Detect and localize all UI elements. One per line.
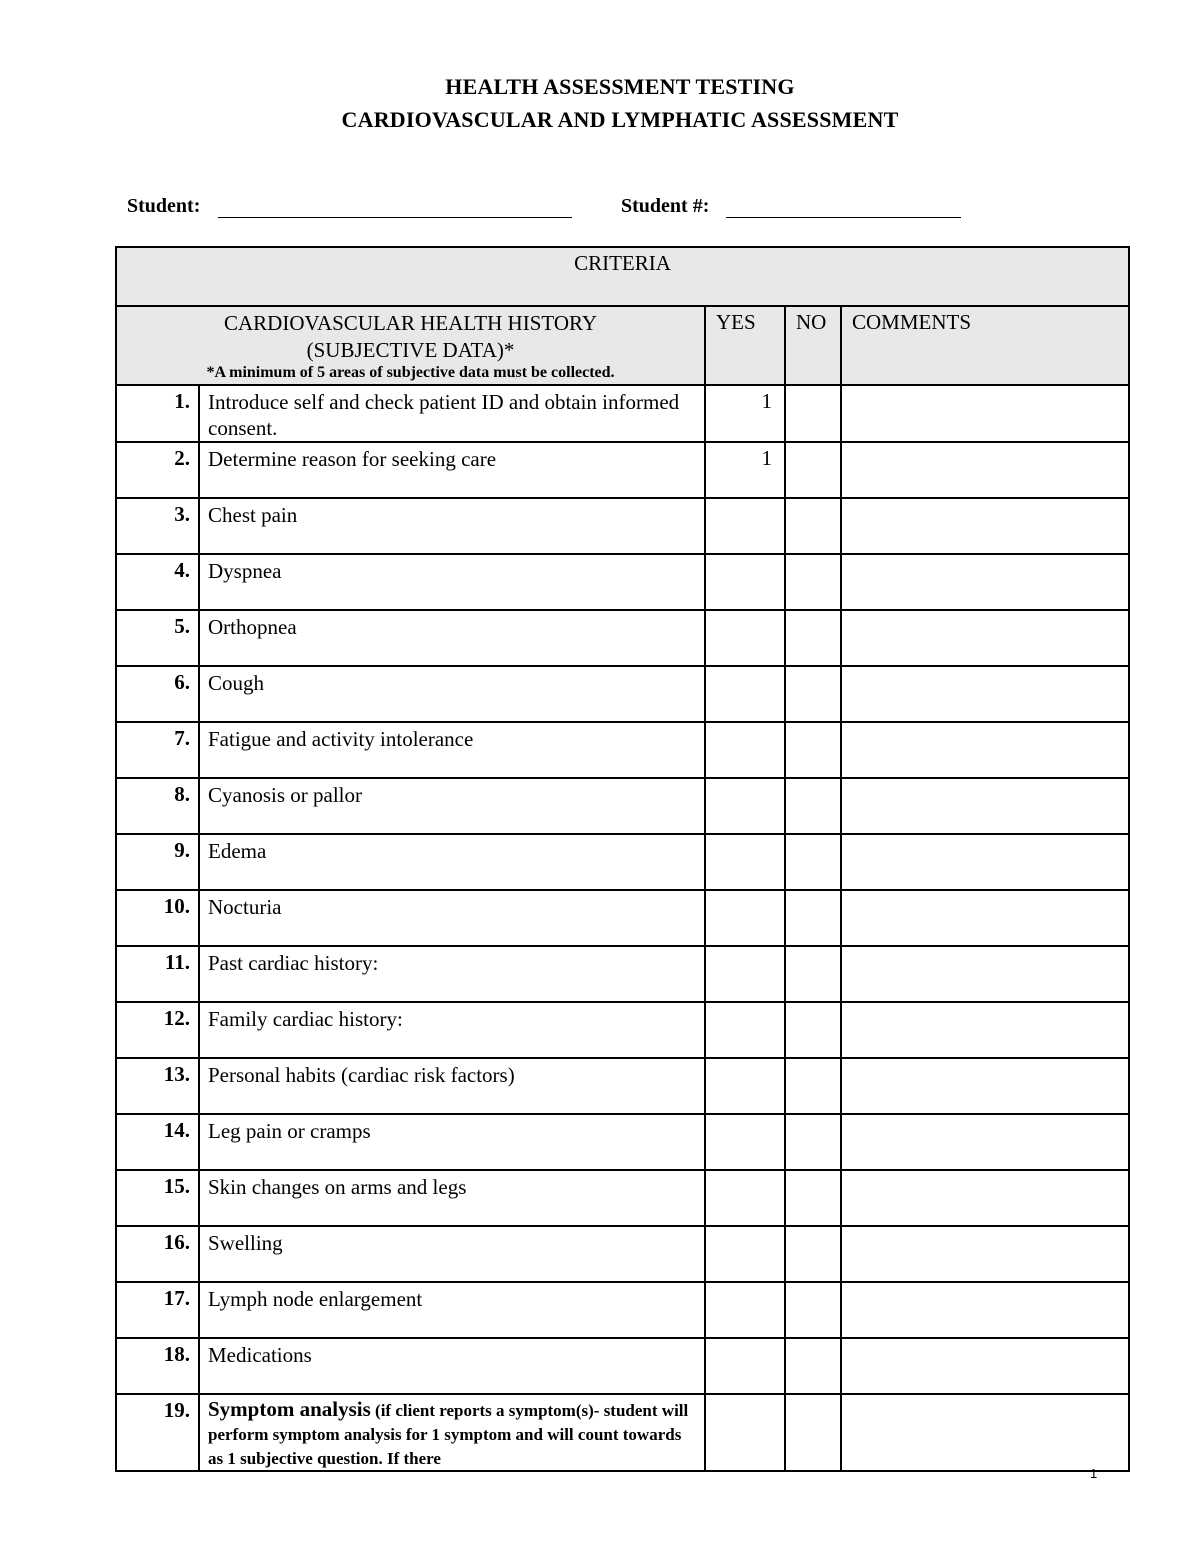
row-criterion: Fatigue and activity intolerance: [199, 722, 705, 778]
row-criterion: Cyanosis or pallor: [199, 778, 705, 834]
student-number-field[interactable]: [726, 217, 961, 218]
row-number: 19.: [116, 1394, 199, 1471]
comments-header: COMMENTS: [841, 306, 1129, 385]
row-criterion: Family cardiac history:: [199, 1002, 705, 1058]
row-yes-cell[interactable]: [705, 1002, 785, 1058]
table-row: [116, 778, 1129, 834]
row-criterion: Chest pain: [199, 498, 705, 554]
row-number: 11.: [116, 946, 199, 1002]
row-number: 4.: [116, 554, 199, 610]
history-header-line2: (SUBJECTIVE DATA)*: [306, 338, 515, 362]
row-criterion: Lymph node enlargement: [199, 1282, 705, 1338]
symptom-analysis-label: Symptom analysis: [208, 1397, 371, 1421]
row-yes-cell[interactable]: [705, 1114, 785, 1170]
table-row: [116, 385, 1129, 442]
row-number: 1.: [116, 385, 199, 442]
row-yes-cell[interactable]: [705, 834, 785, 890]
row-number: 10.: [116, 890, 199, 946]
row-number: 12.: [116, 1002, 199, 1058]
table-row: [116, 442, 1129, 498]
row-no-cell[interactable]: [785, 1226, 841, 1282]
row-yes-cell[interactable]: [705, 890, 785, 946]
row-number: 13.: [116, 1058, 199, 1114]
table-row: [116, 1170, 1129, 1226]
table-row: [116, 498, 1129, 554]
row-comments-cell[interactable]: [841, 1226, 1129, 1282]
table-row: [116, 554, 1129, 610]
row-yes-cell[interactable]: [705, 1058, 785, 1114]
row-no-cell[interactable]: [785, 1282, 841, 1338]
row-number: 6.: [116, 666, 199, 722]
row-number: 3.: [116, 498, 199, 554]
history-header: [116, 306, 705, 385]
row-number: 17.: [116, 1282, 199, 1338]
row-comments-cell[interactable]: [841, 385, 1129, 442]
row-no-cell[interactable]: [785, 1394, 841, 1471]
row-no-cell[interactable]: [785, 890, 841, 946]
row-criterion: Determine reason for seeking care: [199, 442, 705, 498]
table-row: [116, 1338, 1129, 1394]
row-yes-cell[interactable]: 1: [705, 442, 785, 498]
row-comments-cell[interactable]: [841, 1170, 1129, 1226]
row-yes-cell[interactable]: [705, 1394, 785, 1471]
document-title: HEALTH ASSESSMENT TESTING: [445, 74, 795, 99]
row-yes-cell[interactable]: [705, 1170, 785, 1226]
row-comments-cell[interactable]: [841, 554, 1129, 610]
history-note: *A minimum of 5 areas of subjective data must be collected.: [206, 364, 615, 381]
yes-header: YES: [705, 306, 785, 385]
row-yes-cell[interactable]: [705, 554, 785, 610]
row-yes-cell[interactable]: [705, 1282, 785, 1338]
row-criterion: Leg pain or cramps: [199, 1114, 705, 1170]
row-yes-cell[interactable]: [705, 946, 785, 1002]
student-name-field[interactable]: [218, 217, 572, 218]
row-number: 15.: [116, 1170, 199, 1226]
row-comments-cell[interactable]: [841, 1058, 1129, 1114]
row-criterion: Past cardiac history:: [199, 946, 705, 1002]
table-row: [116, 1058, 1129, 1114]
row-no-cell[interactable]: [785, 1170, 841, 1226]
table-row: [116, 722, 1129, 778]
row-no-cell[interactable]: [785, 385, 841, 442]
row-no-cell[interactable]: [785, 666, 841, 722]
document-subtitle: CARDIOVASCULAR AND LYMPHATIC ASSESSMENT: [341, 107, 899, 132]
row-yes-cell[interactable]: [705, 1226, 785, 1282]
row-no-cell[interactable]: [785, 1002, 841, 1058]
row-number: 9.: [116, 834, 199, 890]
row-no-cell[interactable]: [785, 834, 841, 890]
row-comments-cell[interactable]: [841, 666, 1129, 722]
row-criterion: Cough: [199, 666, 705, 722]
table-row: [116, 1282, 1129, 1338]
table-row: [116, 666, 1129, 722]
row-number: 16.: [116, 1226, 199, 1282]
row-yes-cell[interactable]: [705, 610, 785, 666]
row-number: 5.: [116, 610, 199, 666]
row-no-cell[interactable]: [785, 1338, 841, 1394]
row-yes-cell[interactable]: 1: [705, 385, 785, 442]
row-criterion: Dyspnea: [199, 554, 705, 610]
table-row: [116, 610, 1129, 666]
row-comments-cell[interactable]: [841, 610, 1129, 666]
row-comments-cell[interactable]: [841, 498, 1129, 554]
row-criterion: Medications: [199, 1338, 705, 1394]
row-comments-cell[interactable]: [841, 442, 1129, 498]
table-row: [116, 1394, 1129, 1471]
row-comments-cell[interactable]: [841, 722, 1129, 778]
row-yes-cell[interactable]: [705, 778, 785, 834]
row-number: 7.: [116, 722, 199, 778]
row-criterion: [199, 1394, 705, 1471]
student-number-label: Student #:: [621, 195, 710, 217]
row-criterion: Introduce self and check patient ID and obtain informed consent.: [199, 385, 705, 442]
row-criterion: Swelling: [199, 1226, 705, 1282]
table-row: [116, 946, 1129, 1002]
student-label: Student:: [127, 195, 201, 217]
row-comments-cell[interactable]: [841, 1338, 1129, 1394]
row-criterion: Personal habits (cardiac risk factors): [199, 1058, 705, 1114]
row-yes-cell[interactable]: [705, 666, 785, 722]
row-no-cell[interactable]: [785, 610, 841, 666]
page-number: 1: [1090, 1466, 1098, 1481]
table-row: [116, 1226, 1129, 1282]
row-criterion: Edema: [199, 834, 705, 890]
criteria-header: CRITERIA: [116, 247, 1129, 306]
row-number: 8.: [116, 778, 199, 834]
row-comments-cell[interactable]: [841, 890, 1129, 946]
row-number: 2.: [116, 442, 199, 498]
row-criterion: Orthopnea: [199, 610, 705, 666]
history-header-line1: CARDIOVASCULAR HEALTH HISTORY: [224, 311, 597, 335]
row-yes-cell[interactable]: [705, 722, 785, 778]
row-comments-cell[interactable]: [841, 834, 1129, 890]
row-criterion: Skin changes on arms and legs: [199, 1170, 705, 1226]
row-comments-cell[interactable]: [841, 1394, 1129, 1471]
row-no-cell[interactable]: [785, 498, 841, 554]
row-no-cell[interactable]: [785, 1114, 841, 1170]
criteria-table: [115, 246, 1130, 1472]
row-yes-cell[interactable]: [705, 1338, 785, 1394]
row-no-cell[interactable]: [785, 946, 841, 1002]
row-no-cell[interactable]: [785, 722, 841, 778]
row-comments-cell[interactable]: [841, 778, 1129, 834]
row-no-cell[interactable]: [785, 778, 841, 834]
row-no-cell[interactable]: [785, 442, 841, 498]
symptom-analysis-note: (if client reports a symptom(s)- student will perform symptom analysis for 1 symptom and will count towards as 1 subjective question. If there: [208, 1401, 689, 1468]
table-row: [116, 890, 1129, 946]
no-header: NO: [785, 306, 841, 385]
row-comments-cell[interactable]: [841, 946, 1129, 1002]
table-row: [116, 834, 1129, 890]
row-criterion: Nocturia: [199, 890, 705, 946]
row-comments-cell[interactable]: [841, 1114, 1129, 1170]
row-comments-cell[interactable]: [841, 1002, 1129, 1058]
table-row: [116, 1114, 1129, 1170]
table-row: [116, 1002, 1129, 1058]
row-no-cell[interactable]: [785, 1058, 841, 1114]
row-number: 18.: [116, 1338, 199, 1394]
row-yes-cell[interactable]: [705, 498, 785, 554]
row-comments-cell[interactable]: [841, 1282, 1129, 1338]
row-no-cell[interactable]: [785, 554, 841, 610]
row-number: 14.: [116, 1114, 199, 1170]
